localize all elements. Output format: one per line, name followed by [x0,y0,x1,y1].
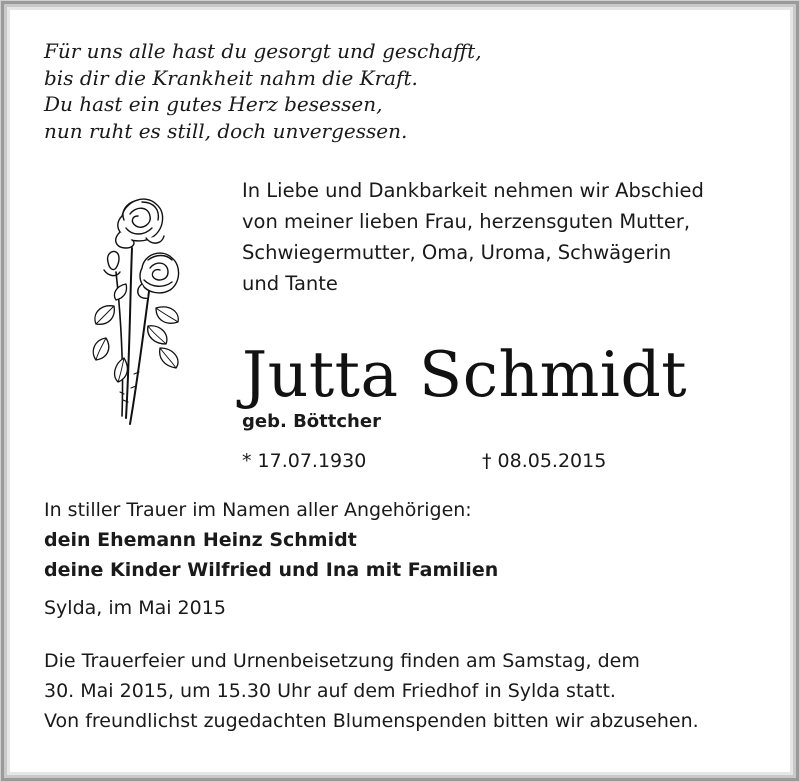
intro-line: Schwiegermutter, Oma, Uroma, Schwägerin [242,241,672,264]
death-date: † 08.05.2015 [482,450,607,472]
place-date: Sylda, im Mai 2015 [44,597,226,619]
intro-line: In Liebe und Dankbarkeit nehmen wir Abschied [242,179,704,202]
maiden-name: geb. Böttcher [242,411,381,432]
poem-line: nun ruht es still, doch unvergessen. [44,118,408,143]
mourning-block [44,495,498,585]
mourner: dein Ehemann Heinz Schmidt [44,529,357,551]
rose-illustration-icon [86,188,198,454]
poem-line: Du hast ein gutes Herz besessen, [44,92,383,116]
funeral-line: Von freundlichst zugedachten Blumenspenden bitten wir abzusehen. [44,710,699,732]
deceased-name: Jutta Schmidt [242,338,688,411]
poem [44,38,482,144]
poem-line: bis dir die Krankheit nahm die Kraft. [44,65,418,90]
intro-line: von meiner lieben Frau, herzensguten Mutter, [242,210,691,233]
funeral-line: 30. Mai 2015, um 15.30 Uhr auf dem Friedhof in Sylda statt. [44,680,616,702]
mourner: deine Kinder Wilfried und Ina mit Familien [44,559,499,581]
mourning-line: In stiller Trauer im Namen aller Angehörigen: [44,499,472,521]
funeral-info [44,646,699,736]
funeral-line: Die Trauerfeier und Urnenbeisetzung finden am Samstag, dem [44,650,640,672]
intro-line: und Tante [242,272,338,295]
poem-line: Für uns alle hast du gesorgt und geschafft, [44,39,482,63]
birth-date: * 17.07.1930 [242,450,367,472]
intro-text [242,175,704,299]
